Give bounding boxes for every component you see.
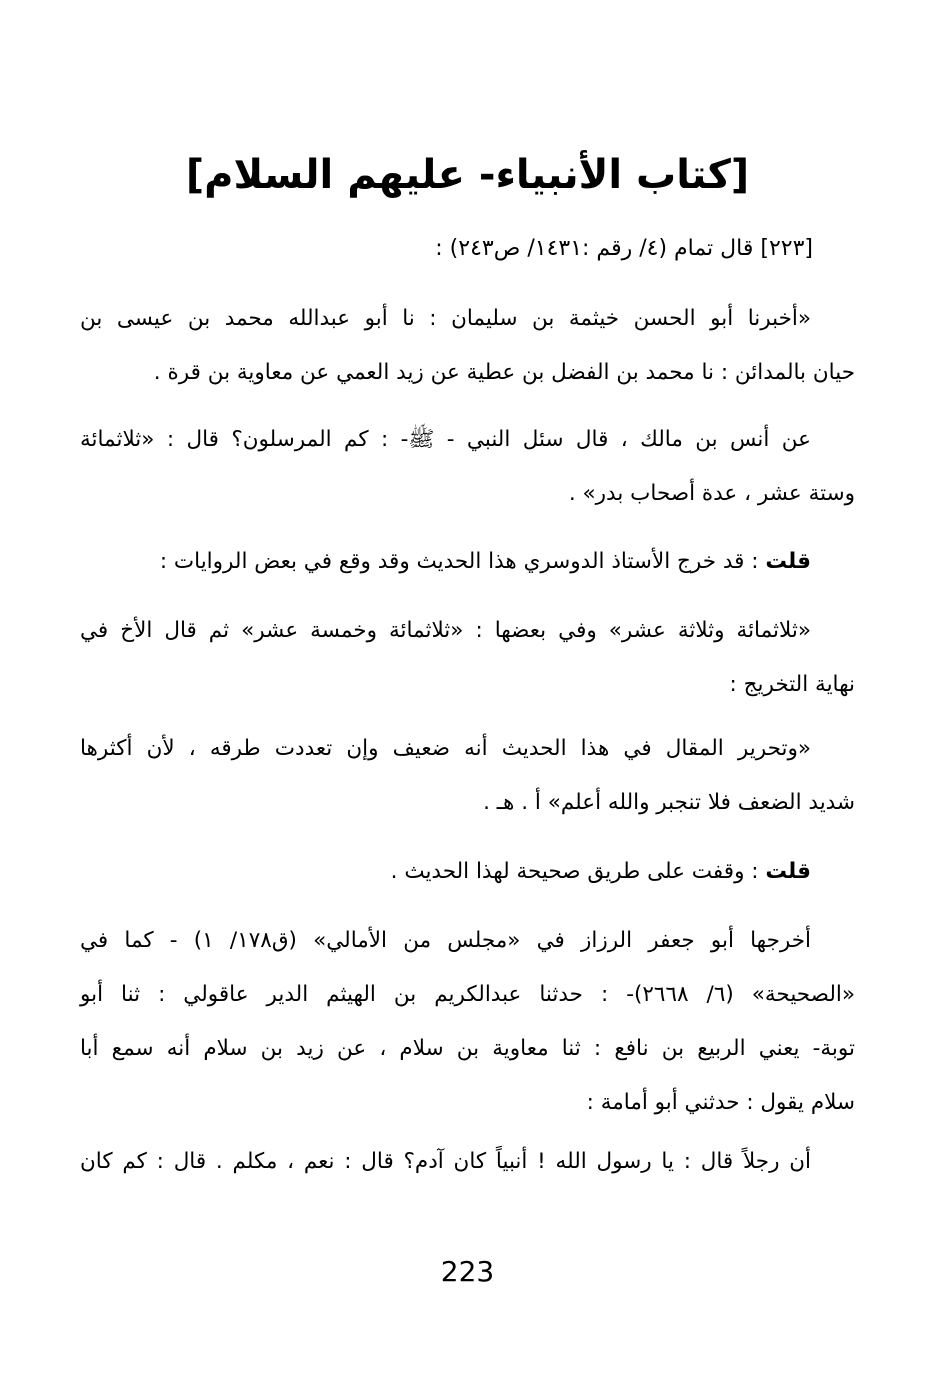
hadith-reference: [٢٢٣] قال تمام (٤/ رقم :١٤٣١/ ص٢٤٣) :	[435, 236, 813, 261]
text-line: نهاية التخريج :	[729, 672, 855, 697]
paragraph-quote	[80, 722, 855, 830]
text-line: سلام يقول : حدثني أبو أمامة :	[586, 1090, 855, 1115]
paragraph-takhrij	[80, 914, 855, 1130]
text-line: حيان بالمدائن : نا محمد بن الفضل بن عطية عن زيد العمي عن معاوية بن قرة .	[153, 360, 855, 385]
text-line: وستة عشر ، عدة أصحاب بدر» .	[568, 481, 855, 506]
text-line	[80, 535, 855, 589]
chapter-title: [كتاب الأنبياء- عليهم السلام]	[185, 152, 750, 198]
paragraph-comment-1	[80, 535, 855, 589]
text-line: أن رجلاً قال : يا رسول الله ! أنبياً كان آدم؟ قال : نعم ، مكلم . قال : كم كان	[80, 1149, 811, 1174]
page-number: 223	[440, 1255, 495, 1288]
text-line: «وتحرير المقال في هذا الحديث أنه ضعيف وإن تعددت طرقه ، لأن أكثرها	[80, 736, 811, 761]
paragraph-hadith-adam	[80, 1135, 855, 1189]
text-line: عن أنس بن مالك ، قال سئل النبي - ﷺ- : كم المرسلون؟ قال : «ثلاثمائة	[80, 427, 811, 452]
lead-word: قلت	[765, 859, 811, 884]
text-line: أخرجها أبو جعفر الرزاز في «مجلس من الأمالي» (ق١٧٨/ ١) - كما في	[80, 928, 812, 953]
lead-text: : قد خرج الأستاذ الدوسري هذا الحديث وقد وقع في بعض الروايات :	[159, 549, 759, 574]
text-line	[80, 845, 855, 899]
lead-word: قلت	[765, 549, 811, 574]
paragraph-variants	[80, 604, 855, 712]
lead-text: : وقفت على طريق صحيحة لهذا الحديث .	[390, 859, 759, 884]
text-line: توبة- يعني الربيع بن نافع : ثنا معاوية بن سلام ، عن زيد بن سلام أنه سمع أبا	[80, 1036, 855, 1061]
paragraph-comment-2	[80, 845, 855, 899]
text-line: «الصحيحة» (٦/ ٢٦٦٨)- : حدثنا عبدالكريم بن الهيثم الدير عاقولي : ثنا أبو	[80, 982, 856, 1007]
text-line: شديد الضعف فلا تنجبر والله أعلم» أ . هـ .	[483, 790, 855, 815]
paragraph-isnad	[80, 292, 855, 400]
paragraph-matn	[80, 413, 855, 521]
text-line: «ثلاثمائة وثلاثة عشر» وفي بعضها : «ثلاثمائة وخمسة عشر» ثم قال الأخ في	[80, 618, 811, 643]
text-line: «أخبرنا أبو الحسن خيثمة بن سليمان : نا أبو عبدالله محمد بن عيسى بن	[80, 306, 811, 331]
